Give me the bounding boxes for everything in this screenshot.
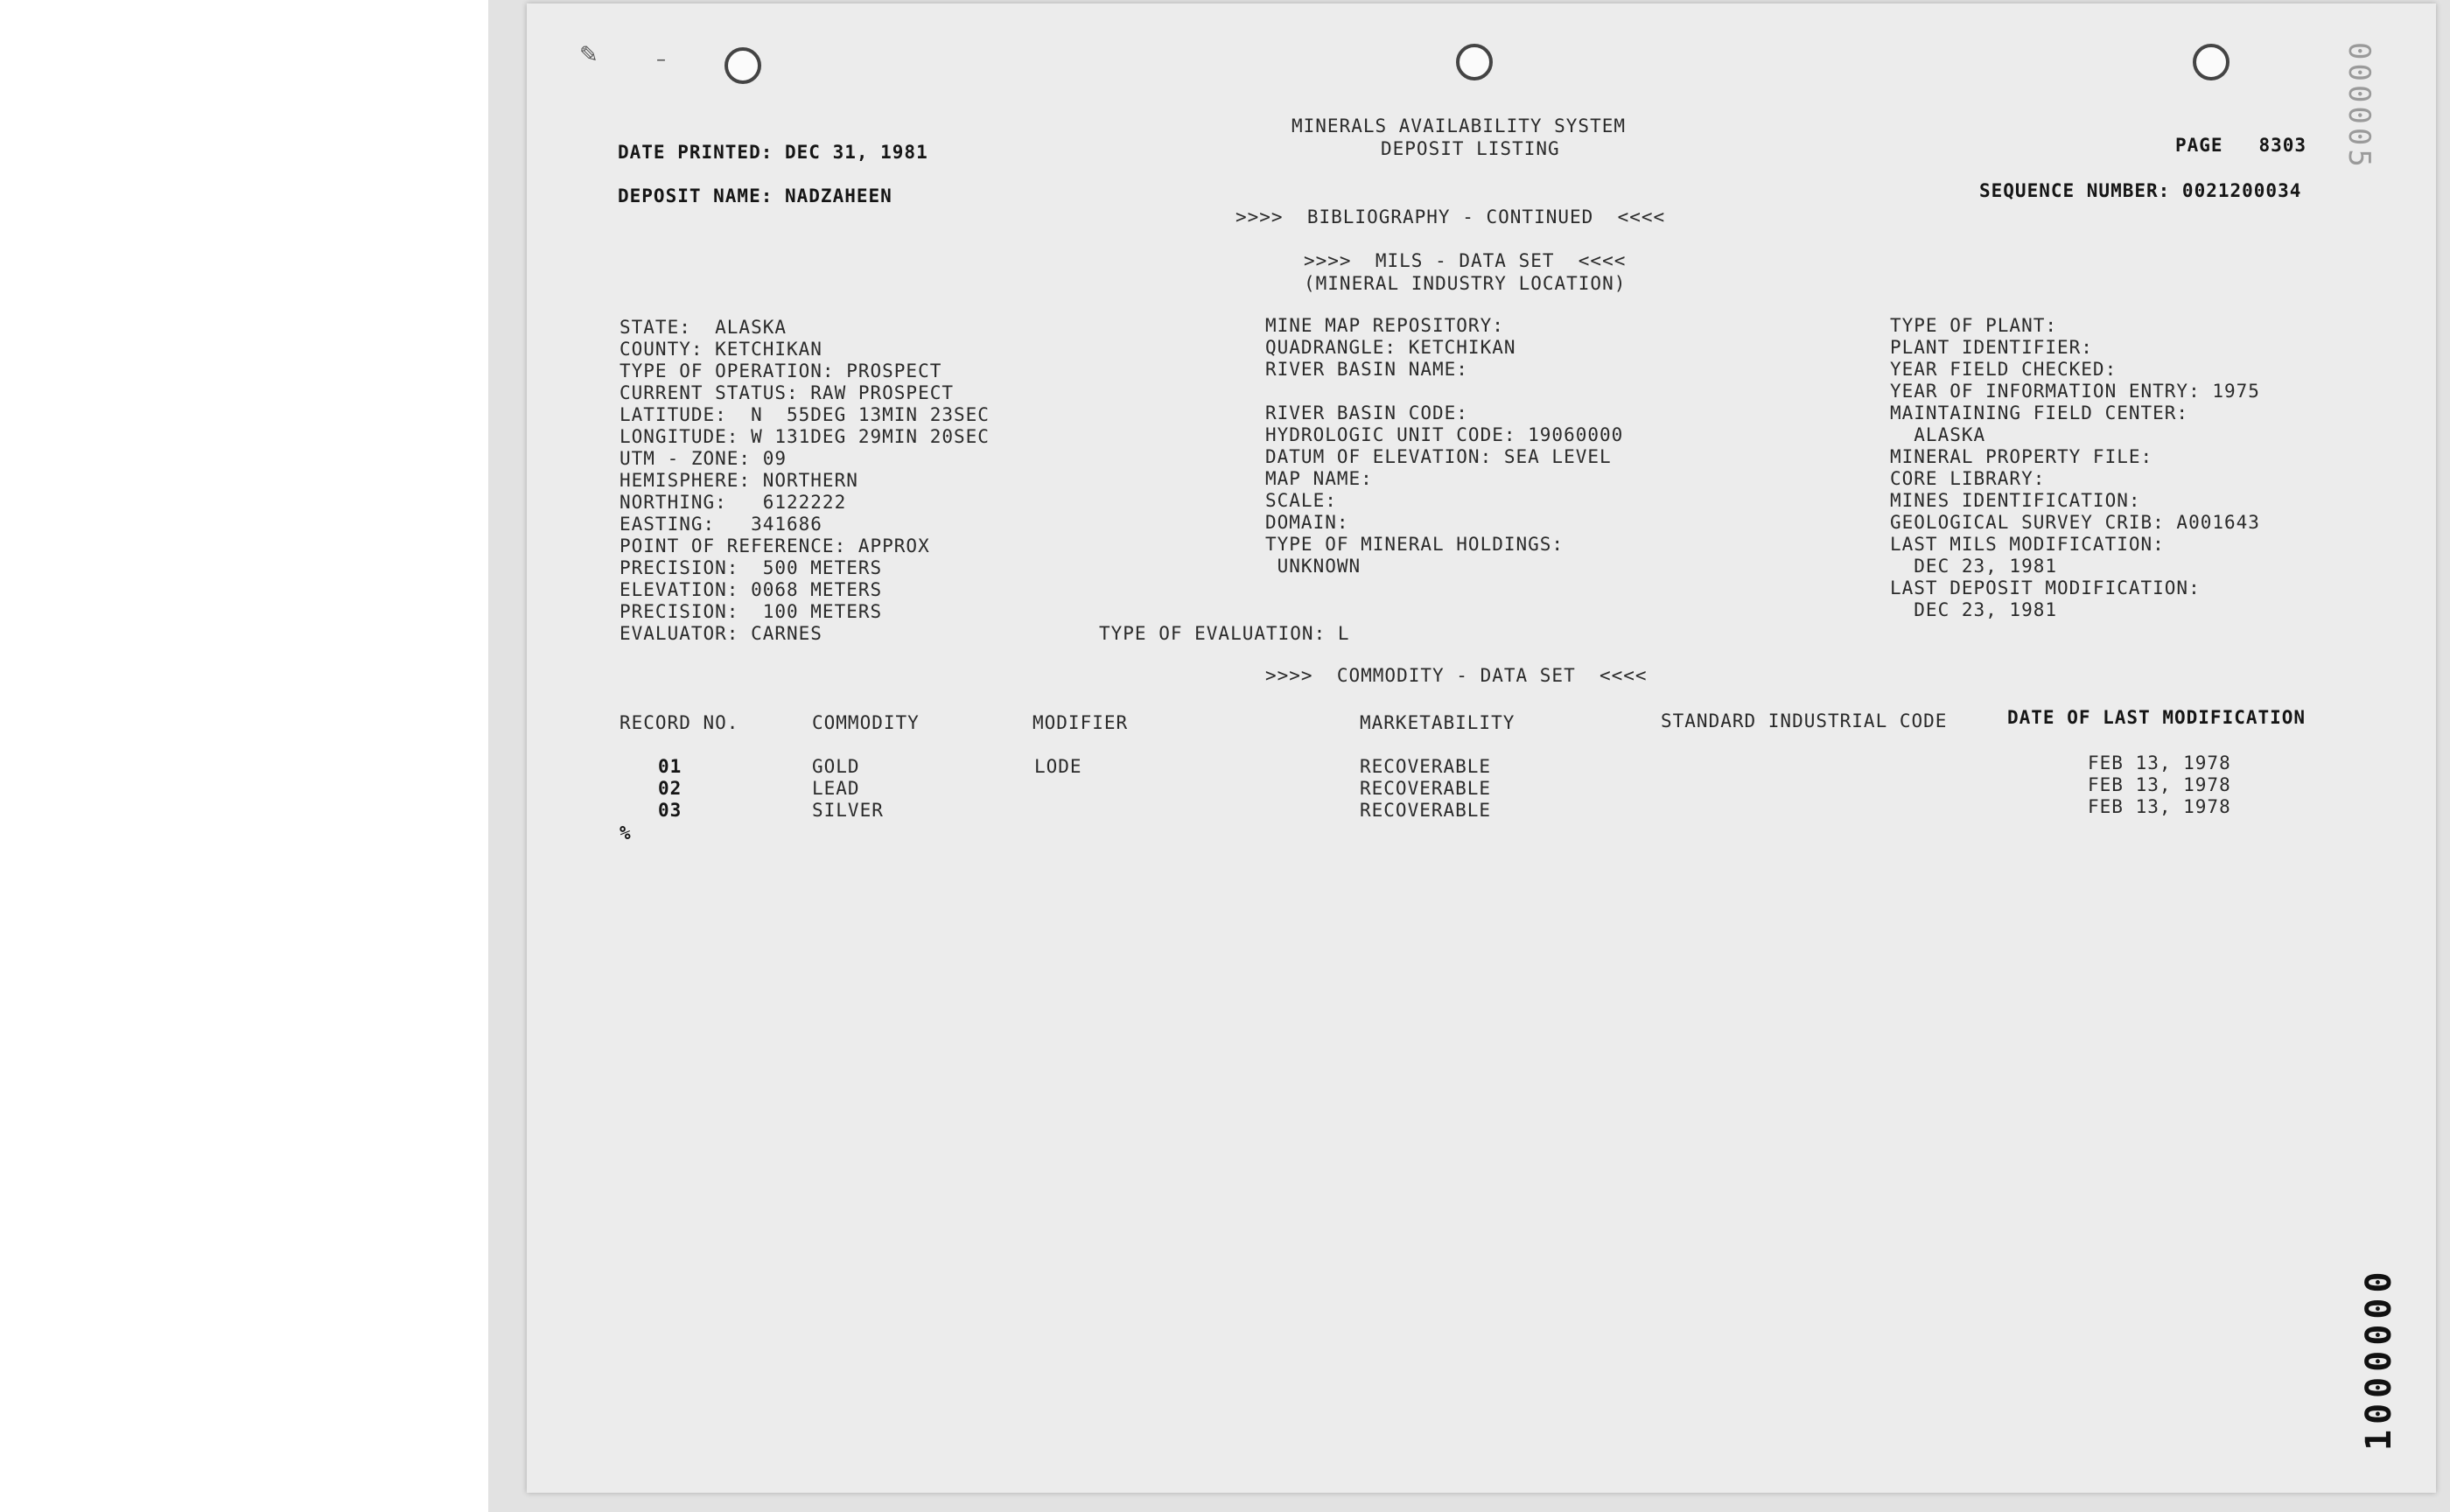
field-year-information-entry: YEAR OF INFORMATION ENTRY: 1975 bbox=[1890, 381, 2260, 402]
printout-sheet bbox=[527, 4, 2436, 1493]
field-longitude: LONGITUDE: W 131DEG 29MIN 20SEC bbox=[620, 426, 990, 447]
field-hydrologic-unit-code: HYDROLOGIC UNIT CODE: 19060000 bbox=[1265, 424, 1624, 445]
field-northing: NORTHING: 6122222 bbox=[620, 492, 847, 513]
field-type-of-evaluation: TYPE OF EVALUATION: L bbox=[1099, 623, 1350, 644]
commodity-heading: >>>> COMMODITY - DATA SET <<<< bbox=[1265, 665, 1648, 686]
field-maintaining-field-center: MAINTAINING FIELD CENTER: bbox=[1890, 402, 2189, 424]
field-elevation-precision: PRECISION: 100 METERS bbox=[620, 601, 883, 622]
end-of-record-mark: % bbox=[620, 822, 632, 844]
field-last-deposit-modification: LAST DEPOSIT MODIFICATION: bbox=[1890, 578, 2201, 598]
header-date-last-modification: DATE OF LAST MODIFICATION bbox=[2007, 707, 2306, 728]
punch-hole-center bbox=[1456, 44, 1493, 80]
header-commodity: COMMODITY bbox=[812, 712, 920, 733]
row-commodity: SILVER bbox=[812, 800, 884, 821]
field-core-library: CORE LIBRARY: bbox=[1890, 468, 2046, 489]
field-quadrangle: QUADRANGLE: KETCHIKAN bbox=[1265, 337, 1516, 358]
dash-mark-icon: – bbox=[656, 49, 666, 71]
field-last-mils-modification: LAST MILS MODIFICATION: bbox=[1890, 534, 2165, 555]
system-title: MINERALS AVAILABILITY SYSTEM bbox=[1292, 116, 1627, 136]
row-date: FEB 13, 1978 bbox=[2088, 774, 2231, 795]
row-commodity: LEAD bbox=[812, 778, 860, 799]
field-mineral-holdings-value: UNKNOWN bbox=[1265, 556, 1362, 577]
header-marketability: MARKETABILITY bbox=[1360, 712, 1516, 733]
field-river-basin-code: RIVER BASIN CODE: bbox=[1265, 402, 1468, 424]
sequence-number: SEQUENCE NUMBER: 0021200034 bbox=[1979, 180, 2302, 201]
field-operation-type: TYPE OF OPERATION: PROSPECT bbox=[620, 360, 942, 382]
field-precision: PRECISION: 500 METERS bbox=[620, 557, 883, 578]
listing-title: DEPOSIT LISTING bbox=[1381, 138, 1560, 159]
field-elevation: ELEVATION: 0068 METERS bbox=[620, 579, 883, 600]
punch-hole-left bbox=[724, 47, 761, 84]
row-modifier: LODE bbox=[1034, 756, 1082, 777]
field-geological-survey-crib: GEOLOGICAL SURVEY CRIB: A001643 bbox=[1890, 512, 2260, 533]
date-printed: DATE PRINTED: DEC 31, 1981 bbox=[618, 142, 928, 163]
field-latitude: LATITUDE: N 55DEG 13MIN 23SEC bbox=[620, 404, 990, 425]
header-record-no: RECORD NO. bbox=[620, 712, 739, 733]
field-domain: DOMAIN: bbox=[1265, 512, 1349, 533]
field-county: COUNTY: KETCHIKAN bbox=[620, 339, 822, 360]
field-scale: SCALE: bbox=[1265, 490, 1337, 511]
row-record-no: 01 bbox=[658, 756, 682, 777]
field-evaluator: EVALUATOR: CARNES bbox=[620, 623, 822, 644]
page-number: PAGE 8303 bbox=[2175, 135, 2307, 156]
side-stamp-top: 000005 bbox=[2342, 42, 2376, 171]
field-hemisphere: HEMISPHERE: NORTHERN bbox=[620, 470, 858, 491]
field-current-status: CURRENT STATUS: RAW PROSPECT bbox=[620, 382, 955, 403]
field-mines-identification: MINES IDENTIFICATION: bbox=[1890, 490, 2141, 511]
stray-mark-icon: ✎ bbox=[579, 42, 598, 68]
punch-hole-right bbox=[2193, 44, 2230, 80]
field-field-center-value: ALASKA bbox=[1890, 424, 1986, 445]
field-mine-map-repository: MINE MAP REPOSITORY: bbox=[1265, 315, 1504, 336]
mils-subtitle: (MINERAL INDUSTRY LOCATION) bbox=[1304, 273, 1627, 294]
field-type-of-plant: TYPE OF PLANT: bbox=[1890, 315, 2058, 336]
field-point-of-reference: POINT OF REFERENCE: APPROX bbox=[620, 536, 930, 556]
field-mineral-property-file: MINERAL PROPERTY FILE: bbox=[1890, 446, 2153, 467]
field-river-basin-name: RIVER BASIN NAME: bbox=[1265, 359, 1468, 380]
field-mineral-holdings: TYPE OF MINERAL HOLDINGS: bbox=[1265, 534, 1564, 555]
field-state: STATE: ALASKA bbox=[620, 317, 788, 338]
field-utm-zone: UTM - ZONE: 09 bbox=[620, 448, 788, 469]
header-modifier: MODIFIER bbox=[1032, 712, 1129, 733]
field-last-deposit-date: DEC 23, 1981 bbox=[1890, 599, 2058, 620]
header-sic: STANDARD INDUSTRIAL CODE bbox=[1661, 710, 1948, 732]
row-date: FEB 13, 1978 bbox=[2088, 796, 2231, 817]
row-commodity: GOLD bbox=[812, 756, 860, 777]
bibliography-heading: >>>> BIBLIOGRAPHY - CONTINUED <<<< bbox=[1236, 206, 1666, 228]
row-marketability: RECOVERABLE bbox=[1360, 778, 1492, 799]
side-stamp-bottom: 1000000 bbox=[2359, 1266, 2399, 1451]
row-record-no: 03 bbox=[658, 800, 682, 821]
field-last-mils-date: DEC 23, 1981 bbox=[1890, 556, 2058, 577]
field-plant-identifier: PLANT IDENTIFIER: bbox=[1890, 337, 2093, 358]
deposit-name: DEPOSIT NAME: NADZAHEEN bbox=[618, 186, 892, 206]
field-map-name: MAP NAME: bbox=[1265, 468, 1373, 489]
field-year-field-checked: YEAR FIELD CHECKED: bbox=[1890, 359, 2118, 380]
row-marketability: RECOVERABLE bbox=[1360, 756, 1492, 777]
row-record-no: 02 bbox=[658, 778, 682, 799]
row-date: FEB 13, 1978 bbox=[2088, 752, 2231, 774]
field-easting: EASTING: 341686 bbox=[620, 514, 822, 535]
mils-heading: >>>> MILS - DATA SET <<<< bbox=[1304, 250, 1627, 271]
row-marketability: RECOVERABLE bbox=[1360, 800, 1492, 821]
field-datum-of-elevation: DATUM OF ELEVATION: SEA LEVEL bbox=[1265, 446, 1612, 467]
